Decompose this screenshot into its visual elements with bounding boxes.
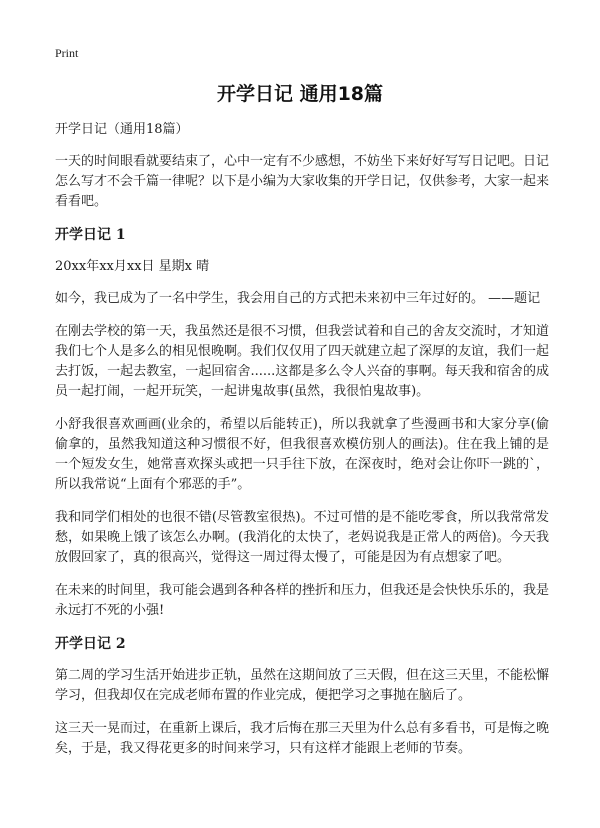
paragraph: 在未来的时间里，我可能会遇到各种各样的挫折和压力，但我还是会快快乐乐的，我是永远打不死的小强!: [55, 583, 550, 618]
section-heading: 开学日记 1: [55, 227, 126, 243]
page-title: 开学日记 通用18篇: [216, 83, 384, 105]
document-subtitle: 开学日记（通用18篇）: [55, 122, 189, 137]
paragraph: 小舒我很喜欢画画(业余的，希望以后能转正)，所以我就拿了些漫画书和大家分享(偷偷拿的，虽然我知道这种习惯很不好，但我很喜欢模仿别人的画法)。住在我上铺的是一个短发女生，她常喜欢探头或把一只手往下放，在深夜时，绝对会让你吓一跳的`，所以我常说“上面有个邪恶的手”。: [55, 417, 549, 492]
diary-section-1: [55, 225, 549, 621]
date-line: 20xx年xx月xx日 星期x 晴: [55, 259, 210, 274]
paragraph: 这三天一晃而过，在重新上课后，我才后悔在那三天里为什么总有多看书，可是悔之晚矣，于是，我又得花更多的时间来学习，只有这样才能跟上老师的节奏。: [55, 721, 550, 756]
paragraph: 如今，我已成为了一名中学生，我会用自己的方式把未来初中三年过好的。 ——题记: [55, 291, 541, 306]
intro-paragraph: 一天的时间眼看就要结束了，心中一定有不少感想，不妨坐下来好好写写日记吧。日记怎么写才不会千篇一律呢？以下是小编为大家收集的开学日记，仅供参考，大家一起来看看吧。: [55, 154, 550, 209]
print-label: Print: [55, 46, 79, 60]
section-heading: 开学日记 2: [55, 636, 126, 652]
paragraph: 在刚去学校的第一天，我虽然还是很不习惯，但我尝试着和自己的舍友交流时，才知道我们七个人是多么的相见恨晚啊。我们仅仅用了四天就建立起了深厚的友谊，我们一起去打饭，一起去教室，一起回宿舍......这都是多么令人兴奋的事啊。每天我和宿舍的成员一起打闹，一起开玩笑，一起讲鬼故事(虽然，我很怕鬼故事)。: [55, 324, 550, 399]
paragraph: 第二周的学习生活开始进步正轨，虽然在这期间放了三天假，但在这三天里，不能松懈学习，但我却仅在完成老师布置的作业完成，便把学习之事抛在脑后了。: [55, 668, 550, 703]
diary-section-2: [55, 634, 549, 759]
document-body: [55, 120, 549, 772]
paragraph: 我和同学们相处的也很不错(尽管教室很热)。不过可惜的是不能吃零食，所以我常常发愁，如果晚上饿了该怎么办啊。(我消化的太快了，老妈说我是正常人的两倍)。今天我放假回家了，真的很高兴，觉得这一周过得太慢了，可能是因为有点想家了吧。: [55, 510, 549, 565]
